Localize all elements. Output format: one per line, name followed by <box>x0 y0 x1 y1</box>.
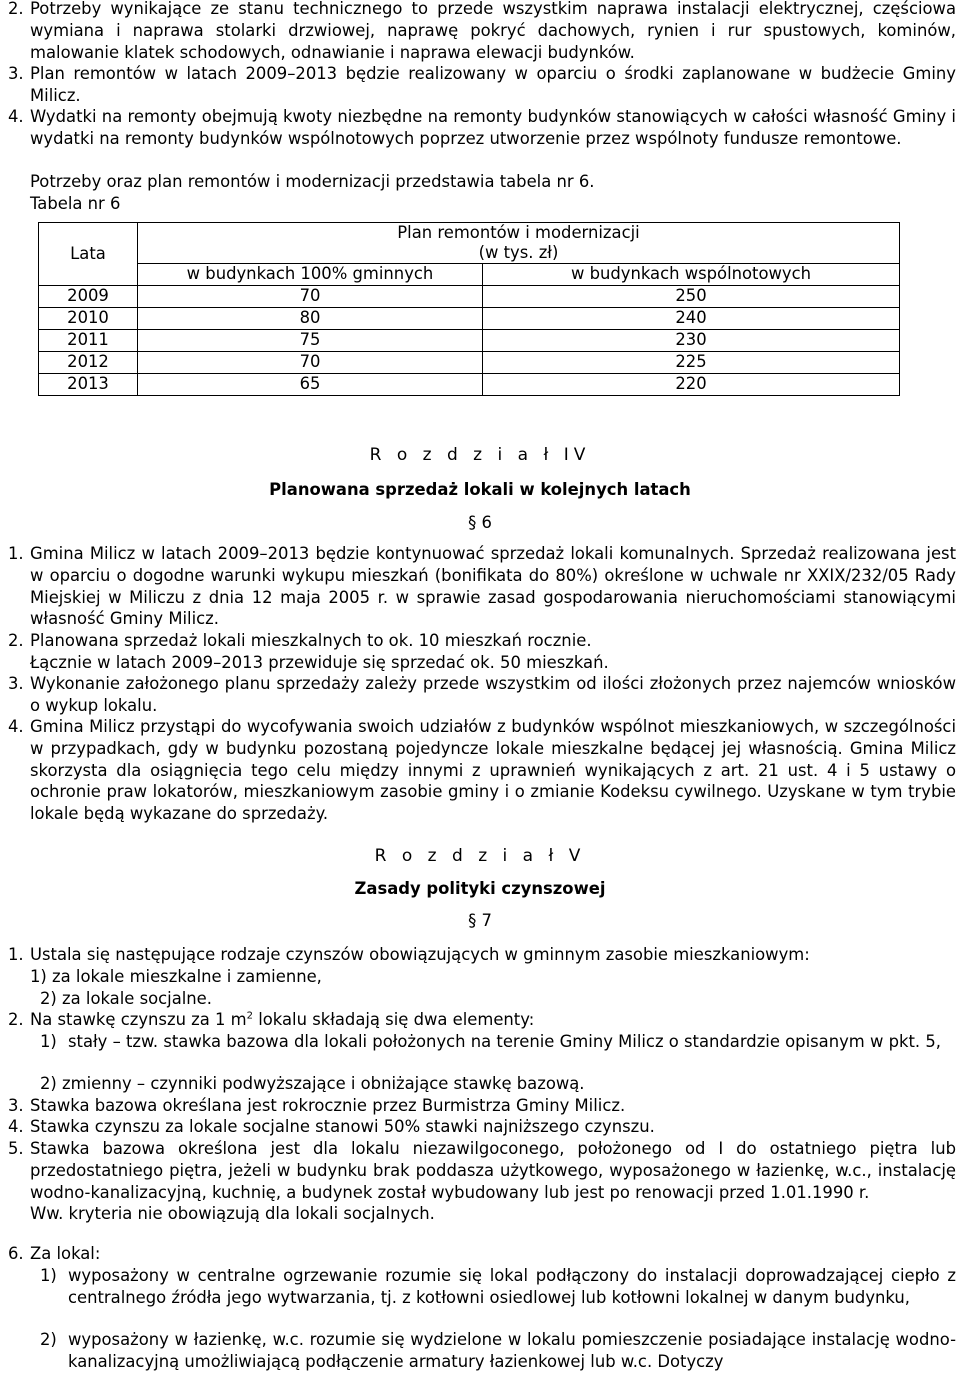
table-row: 2011 75 230 <box>39 330 900 352</box>
sub-item: 1) stały – tzw. stawka bazowa dla lokali położonych na terenie Gminy Milicz o standardzie opisanym w pkt. 5, <box>40 1032 941 1051</box>
table-caption: Tabela nr 6 <box>30 194 121 213</box>
chapter-title: Zasady polityki czynszowej <box>354 879 606 898</box>
list-item: 2. Potrzeby wynikające ze stanu technicznego to przede wszystkim naprawa instalacji elektrycznej, częściowa wymiana i naprawa stolarki drzwiowej, naprawę pokryć dachowych, rynien i rur spustowych, kominów, malowanie klatek schodowych, odnawianie i naprawa elewacji budynków. <box>8 0 956 62</box>
list-item: 5. Stawka bazowa określona jest dla lokalu niezawilgoconego, położonego od I do ostatniego piętra lub przedostatniego piętra, jeżeli w budynku brak poddasza użytkowego, wyposażonego w łazienkę, w.c., instalację wodno-kanalizacyjną, kuchnię, a budynek został wybudowany lub jest po renowacji przed 1.01.1990 r. Ww. kryteria nie obowiązują dla lokali socjalnych. <box>8 1139 956 1224</box>
sub-item: 2) zmienny – czynniki podwyższające i obniżające stawkę bazową. <box>40 1074 585 1093</box>
sub-item: 2) za lokale socjalne. <box>40 989 212 1008</box>
list-item: 1. Gmina Milicz w latach 2009–2013 będzie kontynuować sprzedaż lokali komunalnych. Sprzedaż realizowana jest w oparciu o dogodne warunki wykupu mieszkań (bonifikata do 80%) określone w uchwale nr XXIX/232/05 Rady Miejskiej w Miliczu z dnia 12 maja 2005 r. w sprawie zasad gospodarowania nieruchomościami stanowiącymi własność Gminy Milicz. <box>8 544 956 629</box>
list-item: 2. Planowana sprzedaż lokali mieszkalnych to ok. 10 mieszkań rocznie. Łącznie w latach 2009–2013 przewiduje się sprzedać ok. 50 mieszkań. <box>8 631 609 672</box>
list-item: 3. Stawka bazowa określana jest rokrocznie przez Burmistrza Gminy Milicz. <box>8 1096 626 1115</box>
list-item: 3. Wykonanie założonego planu sprzedaży zależy przede wszystkim od ilości złożonych przez najemców wniosków o wykup lokalu. <box>8 674 956 715</box>
sub-item: 2) wyposażony w łazienkę, w.c. rozumie się wydzielone w lokalu pomieszczenie posiadające instalację wodno-kanalizacyjną umożliwiającą podłączenie armatury łazienkowej lub w.c. Dotyczy <box>40 1330 956 1371</box>
list-item: 4. Wydatki na remonty obejmują kwoty niezbędne na remonty budynków stanowiących w całości własność Gminy i wydatki na remonty budynków wspólnotowych poprzez utworzenie przez wspólnoty fundusze remontowe. <box>8 107 956 148</box>
list-item: 4. Stawka czynszu za lokale socjalne stanowi 50% stawki najniższego czynszu. <box>8 1117 655 1136</box>
table-row: 2012 70 225 <box>39 352 900 374</box>
table-header-years: Lata <box>39 223 138 286</box>
chapter-heading: R o z d z i a ł V <box>374 846 586 866</box>
section-number: § 6 <box>468 513 492 532</box>
table-row: 2009 70 250 <box>39 286 900 308</box>
table-row: 2013 65 220 <box>39 374 900 396</box>
table-header-plan: Plan remontów i modernizacji (w tys. zł) <box>138 223 900 264</box>
intro-line: Potrzeby oraz plan remontów i modernizacji przedstawia tabela nr 6. <box>30 172 595 191</box>
section-number: § 7 <box>468 911 492 930</box>
sub-item: 1) za lokale mieszkalne i zamienne, <box>30 967 322 986</box>
list-item: 6. Za lokal: <box>8 1244 101 1263</box>
chapter-heading: R o z d z i a ł IV <box>369 445 591 465</box>
table-header-community: w budynkach wspólnotowych <box>483 264 900 286</box>
list-item: 2. Na stawkę czynszu za 1 $m^2$ lokalu składają się dwa elementy: <box>8 1010 535 1029</box>
list-item: 3. Plan remontów w latach 2009–2013 będzie realizowany w oparciu o środki zaplanowane w budżecie Gminy Milicz. <box>8 64 956 105</box>
renovation-plan-table <box>38 222 900 396</box>
table-header-municipal: w budynkach 100% gminnych <box>138 264 483 286</box>
sub-item: 1) wyposażony w centralne ogrzewanie rozumie się lokal podłączony do instalacji doprowadzającej ciepło z centralnego źródła jego wytwarzania, tj. z kotłowni osiedlowej lub kotłowni lokalnej w danym budynku, <box>40 1266 956 1307</box>
chapter-title: Planowana sprzedaż lokali w kolejnych latach <box>269 480 691 499</box>
list-item: 1. Ustala się następujące rodzaje czynszów obowiązujących w gminnym zasobie mieszkaniowym: <box>8 945 810 964</box>
table-row: 2010 80 240 <box>39 308 900 330</box>
list-item: 4. Gmina Milicz przystąpi do wycofywania swoich udziałów z budynków wspólnot mieszkaniowych, w szczególności w przypadkach, gdy w budynku pozostaną pojedyncze lokale mieszkalne będącej jej własnością. Gmina Milicz skorzysta dla osiągnięcia tego celu między innymi z uprawnień wynikających z art. 21 ust. 4 i 5 ustawy o ochronie praw lokatorów, mieszkaniowym zasobie gminy i o zmianie Kodeksu cywilnego. Uzyskane w tym trybie lokale będą wykazane do sprzedaży. <box>8 717 956 824</box>
